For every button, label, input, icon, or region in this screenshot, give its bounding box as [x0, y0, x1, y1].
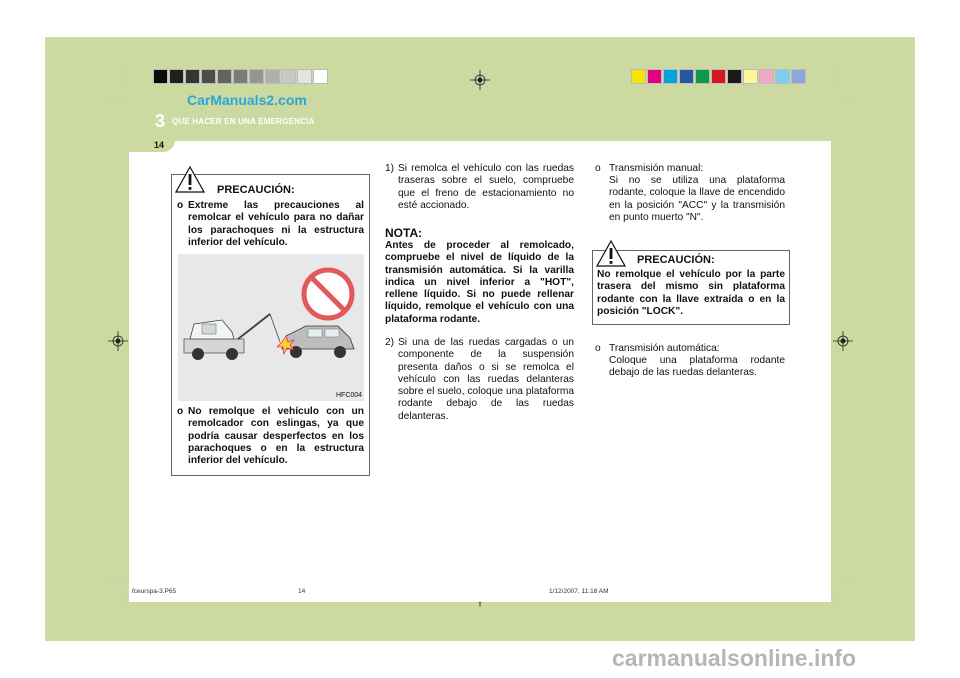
color-swatch	[233, 69, 248, 84]
color-swatch	[775, 69, 790, 84]
warning-title: PRECAUCIÓN:	[217, 184, 295, 196]
color-swatch	[631, 69, 646, 84]
footer-file-name: fceurspa-3.P65	[132, 588, 177, 595]
color-swatch	[727, 69, 742, 84]
automatic-transmission-title: Transmisión automática:	[609, 343, 720, 354]
color-swatch	[201, 69, 216, 84]
color-swatch	[663, 69, 678, 84]
color-swatch	[153, 69, 168, 84]
color-swatch	[169, 69, 184, 84]
warning-title: PRECAUCIÓN:	[637, 254, 715, 266]
bullet: o	[177, 406, 184, 417]
registration-mark-icon	[108, 331, 128, 351]
step-number: 1)	[385, 163, 395, 174]
towing-illustration	[178, 254, 364, 401]
warning-triangle-icon	[596, 240, 626, 267]
registration-mark-icon	[833, 331, 853, 351]
footer-timestamp: 1/12/2007, 11:18 AM	[549, 588, 609, 595]
color-swatch	[313, 69, 328, 84]
color-swatch	[647, 69, 662, 84]
chapter-number: 3	[155, 111, 166, 131]
manual-transmission-title: Transmisión manual:	[609, 163, 704, 174]
page-number: 14	[154, 140, 165, 150]
footer-page-number: 14	[298, 588, 306, 595]
manual-transmission-text: Si no se utiliza una plataforma rodante, coloque la llave de encendido en la posición "ACC" y la transmisión en punto muerto "N".	[609, 175, 785, 223]
page-number-tab	[129, 134, 175, 152]
registration-mark-icon	[470, 70, 490, 90]
tow-truck-illustration	[178, 254, 364, 401]
figure-code: HFC004	[336, 392, 363, 399]
color-swatch	[743, 69, 758, 84]
step-text: Si remolca el vehículo con las ruedas traseras sobre el suelo, compruebe que el freno de estacionamiento no esté accionado.	[398, 163, 574, 211]
step-number: 2)	[385, 337, 395, 348]
warning-text: No remolque el vehículo por la parte trasera del mismo sin plataforma rodante con la llave extraída o en la posición "LOCK".	[597, 269, 785, 317]
warning-triangle-icon	[175, 166, 205, 193]
color-swatch	[249, 69, 264, 84]
precaution-item-text: Extreme las precauciones al remolcar el vehículo para no dañar los parachoques ni la estructura inferior del vehículo.	[188, 200, 364, 248]
color-swatch	[679, 69, 694, 84]
note-title: NOTA:	[385, 226, 423, 240]
step-text: Si una de las ruedas cargadas o un componente de la suspensión presenta daños o si se remolca el vehículo con las ruedas delanteras sobre el suelo, coloque una plataforma rodante debajo de las ruedas delanteras.	[398, 337, 574, 422]
chapter-title: QUE HACER EN UNA EMERGENCIA	[172, 117, 315, 126]
color-swatch	[265, 69, 280, 84]
color-swatch	[281, 69, 296, 84]
color-swatch	[759, 69, 774, 84]
color-swatch	[711, 69, 726, 84]
note-text: Antes de proceder al remolcado, compruebe el nivel de líquido de la transmisión automática. Si la varilla indica un nivel inferior a "HOT", rellene líquido. Si no puede rellenar líquido, remolque el vehículo con una plataforma rodante.	[385, 240, 574, 325]
color-swatch	[297, 69, 312, 84]
bottom-watermark: carmanualsonline.info	[612, 645, 857, 671]
color-swatch	[791, 69, 806, 84]
color-swatch	[695, 69, 710, 84]
top-watermark: CarManuals2.com	[187, 92, 307, 108]
bullet: o	[177, 200, 184, 211]
color-swatch	[185, 69, 200, 84]
precaution-item-text: No remolque el vehículo con un remolcador con eslingas, ya que podría causar desperfectos en los parachoques o en la estructura inferior del vehículo.	[188, 406, 364, 467]
bullet: o	[595, 163, 601, 174]
automatic-transmission-text: Coloque una plataforma rodante debajo de las ruedas delanteras.	[609, 355, 785, 379]
color-swatch	[217, 69, 232, 84]
bullet: o	[595, 343, 601, 354]
